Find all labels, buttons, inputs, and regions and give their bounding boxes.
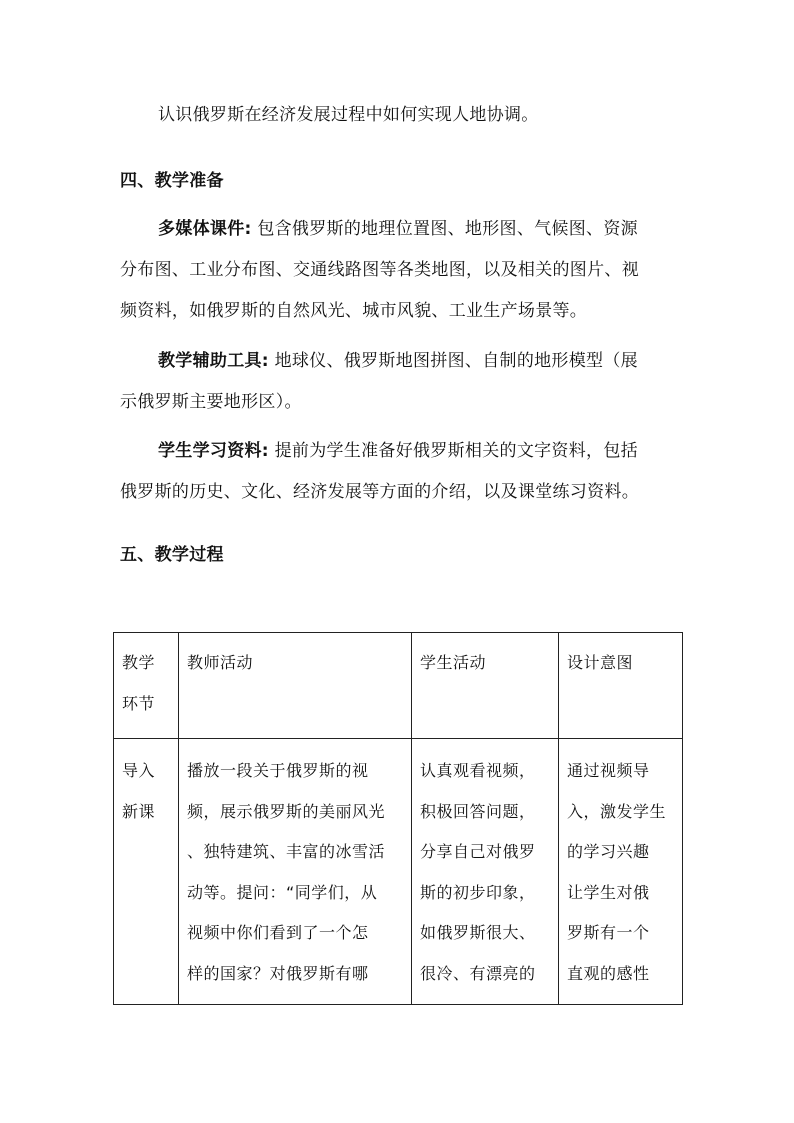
intro-line: 认识俄罗斯在经济发展过程中如何实现人地协调。 [158,105,539,125]
prep-item-materials-line-1 [158,440,638,462]
table-row [114,739,683,1005]
prep-item-multimedia-line-3: 频资料，如俄罗斯的自然风光、城市风貌、工业生产场景等。 [120,301,588,321]
prep-item-tools-line-1 [158,350,638,372]
prep-item-multimedia-line-2: 分布图、工业分布图、交通线路图等各类地图，以及相关的图片、视 [120,260,639,280]
prep-item-materials-line-2: 俄罗斯的历史、文化、经济发展等方面的介绍，以及课堂练习资料。 [120,482,639,502]
lesson-process-table [113,632,683,1005]
section-4-heading: 四、教学准备 [120,171,224,191]
cell-stage: 导入 新课 [114,739,179,1005]
prep-item-text: 提前为学生准备好俄罗斯相关的文字资料，包括 [274,441,638,461]
header-cell-student: 学生活动 [412,633,559,739]
cell-design-purpose: 通过视频导 入，激发学生 的学习兴趣 让学生对俄 罗斯有一个 直观的感性 [559,739,683,1005]
header-cell-stage: 教学 环节 [114,633,179,739]
prep-item-text: 包含俄罗斯的地理位置图、地形图、气候图、资源 [257,219,638,239]
prep-item-multimedia-line-1 [158,218,638,240]
header-cell-purpose: 设计意图 [559,633,683,739]
prep-item-label: 多媒体课件: [158,219,252,239]
prep-item-text: 地球仪、俄罗斯地图拼图、自制的地形模型（展 [274,351,638,371]
cell-teacher-activity: 播放一段关于俄罗斯的视 频，展示俄罗斯的美丽风光 、独特建筑、丰富的冰雪活 动等。提问：“同学们，从 视频中你们看到了一个怎 样的国家？对俄罗斯有哪 [179,739,412,1005]
section-5-heading: 五、教学过程 [120,545,224,565]
table-header-row [114,633,683,739]
cell-student-activity: 认真观看视频， 积极回答问题， 分享自己对俄罗 斯的初步印象， 如俄罗斯很大、 很冷、有漂亮的 [412,739,559,1005]
header-cell-teacher: 教师活动 [179,633,412,739]
prep-item-tools-line-2: 示俄罗斯主要地形区）。 [120,392,302,412]
prep-item-label: 教学辅助工具: [158,351,269,371]
prep-item-label: 学生学习资料: [158,441,269,461]
